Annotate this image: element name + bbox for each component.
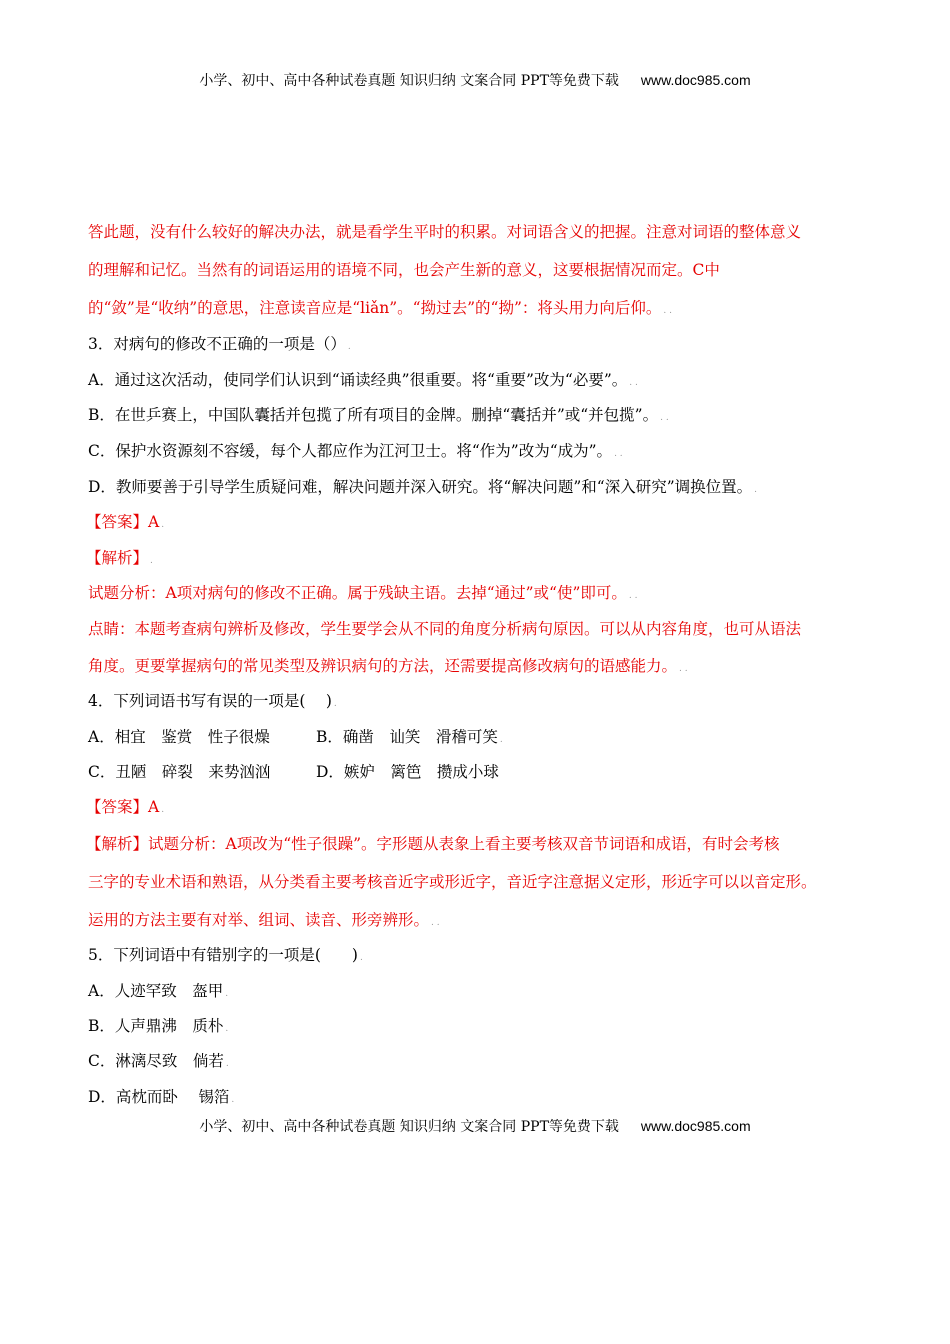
page-header	[0, 70, 950, 90]
question-3-tip-line-1: 点睛：本题考查病句辨析及修改，学生要学会从不同的角度分析病句原因。可以从内容角度，也可从语法	[88, 620, 802, 638]
question-3-option-d: D．教师要善于引导学生质疑问难，解决问题并深入研究。将“解决问题”和“深入研究”调换位置。 .	[88, 478, 758, 496]
question-3-option-b: B．在世乒赛上，中国队囊括并包揽了所有项目的金牌。删掉“囊括并”或“并包揽”。 . .	[88, 406, 669, 424]
question-5-option-c: C．淋漓尽致 倘若 .	[88, 1052, 229, 1070]
header-url[interactable]: www.doc985.com	[640, 72, 751, 88]
question-5-option-a: A．人迹罕致 盔甲 .	[88, 982, 229, 1000]
question-3-option-c: C．保护水资源刻不容缓，每个人都应作为江河卫士。将“作为”改为“成为”。 . .	[88, 442, 623, 460]
prev-analysis-line-1: 答此题，没有什么较好的解决办法，就是看学生平时的积累。对词语含义的把握。注意对词语的整体意义	[88, 223, 802, 241]
question-4-analysis-line-3: 运用的方法主要有对举、组词、读音、形旁辨形。 . .	[88, 911, 440, 929]
question-3-analysis-label: 【解析】 .	[86, 549, 153, 567]
question-4-option-a: A．相宜 鉴赏 性子很燥	[88, 728, 270, 746]
question-4-answer: 【答案】A .	[86, 798, 165, 816]
question-5-option-b: B．人声鼎沸 质朴 .	[88, 1017, 229, 1035]
question-4-option-d: D．嫉妒 篱笆 攒成小球	[316, 763, 499, 781]
question-4-option-c: C．丑陋 碎裂 来势汹汹	[88, 763, 271, 781]
question-5-option-d: D．高枕而卧 锡箔 .	[88, 1088, 235, 1106]
question-4-option-b: B．确凿 讪笑 滑稽可笑 .	[316, 728, 503, 746]
question-3-stem: 3．对病句的修改不正确的一项是（） .	[88, 335, 351, 353]
footer-url[interactable]: www.doc985.com	[640, 1118, 751, 1134]
question-3-analysis: 试题分析：A项对病句的修改不正确。属于残缺主语。去掉“通过”或“使”即可。 . .	[88, 584, 638, 602]
question-3-answer: 【答案】A .	[86, 513, 165, 531]
prev-analysis-line-2: 的理解和记忆。当然有的词语运用的语境不同，也会产生新的意义，这要根据情况而定。C中	[88, 261, 720, 279]
prev-analysis-line-3: 的“敛”是“收纳”的意思，注意读音应是“liǎn”。“拗过去”的“拗”：将头用力向后仰。 . .	[88, 299, 672, 317]
question-5-stem: 5．下列词语中有错别字的一项是( ) .	[88, 946, 363, 964]
question-4-stem: 4．下列词语书写有误的一项是( ) .	[88, 692, 337, 710]
question-4-analysis-line-1: 【解析】试题分析：A项改为“性子很躁”。字形题从表象上看主要考核双音节词语和成语，有时会考核	[86, 835, 780, 853]
page-footer	[0, 1116, 950, 1136]
footer-text: 小学、初中、高中各种试卷真题 知识归纳 文案合同 PPT等免费下载	[199, 1119, 619, 1135]
question-4-analysis-line-2: 三字的专业术语和熟语，从分类看主要考核音近字或形近字，音近字注意据义定形，形近字可以以音定形。	[88, 873, 817, 891]
question-3-tip-line-2: 角度。更要掌握病句的常见类型及辨识病句的方法，还需要提高修改病句的语感能力。 . .	[88, 657, 688, 675]
question-3-option-a: A．通过这次活动，使同学们认识到“诵读经典”很重要。将“重要”改为“必要”。 . .	[88, 371, 638, 389]
header-text: 小学、初中、高中各种试卷真题 知识归纳 文案合同 PPT等免费下载	[199, 73, 619, 89]
